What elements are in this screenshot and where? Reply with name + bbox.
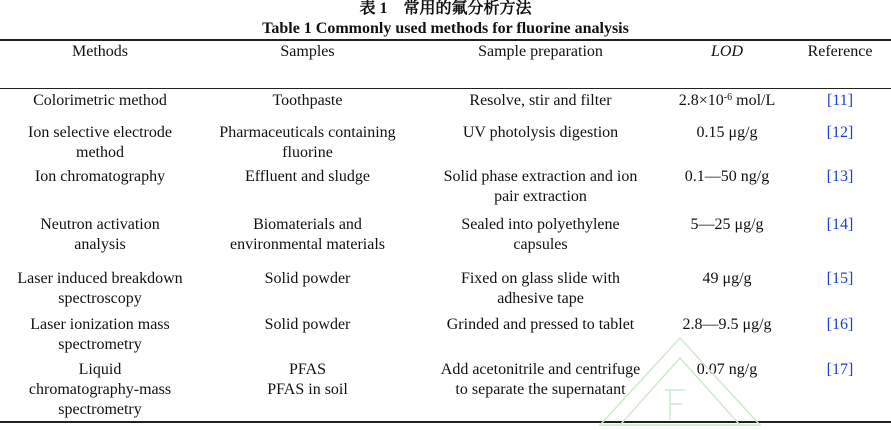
sample-line: Toothpaste: [272, 92, 343, 109]
sample-line: Solid powder: [264, 316, 351, 333]
sample-line: fluorine: [282, 144, 333, 161]
prep-line: Add acetonitrile and centrifuge: [440, 361, 641, 378]
table-row-4-method: [0, 215, 200, 255]
reference-link-15[interactable]: [15]: [826, 270, 854, 287]
reference-link-17[interactable]: [17]: [826, 361, 854, 378]
method-line: spectroscopy: [58, 290, 142, 307]
method-line: Ion chromatography: [34, 168, 166, 185]
reference-link-14[interactable]: [14]: [826, 216, 854, 233]
method-line: analysis: [74, 236, 126, 253]
table-row-7-lod: 0.07 ng/g: [696, 361, 758, 378]
method-line: Colorimetric method: [33, 92, 167, 109]
table-row-1-lod: [668, 91, 786, 111]
table-row-7-method: [0, 360, 200, 420]
table-row-1-method: [0, 91, 200, 111]
method-line: spectrometry: [58, 401, 142, 418]
table-caption-english: Table 1 Commonly used methods for fluorine analysis: [262, 20, 629, 37]
table-row-5-method: [0, 269, 200, 309]
table-row-2-prep: [418, 123, 663, 143]
table-row-5-prep: [418, 269, 663, 309]
prep-line: Resolve, stir and filter: [469, 92, 612, 109]
prep-line: UV photolysis digestion: [462, 124, 619, 141]
table-row-3-prep: [418, 167, 663, 207]
method-line: method: [76, 144, 124, 161]
method-line: Liquid: [78, 361, 122, 378]
method-line: chromatography-mass: [28, 381, 172, 398]
table-row-1-prep: [418, 91, 663, 111]
lod-base: 2.8×10: [678, 92, 724, 109]
table-row-2-sample: [210, 123, 405, 163]
table-row-3-lod: 0.1—50 ng/g: [684, 168, 770, 185]
table-row-3-method: [0, 167, 200, 187]
method-line: Laser ionization mass: [30, 316, 170, 333]
table-row-4-prep: [418, 215, 663, 255]
prep-line: to separate the supernatant: [455, 381, 626, 398]
sample-line: environmental materials: [229, 236, 386, 253]
prep-line: pair extraction: [494, 188, 587, 205]
table-row-6-method: [0, 315, 200, 355]
table-row-4-sample: [210, 215, 405, 255]
sample-line: Effluent and sludge: [244, 168, 370, 185]
table-row-6-lod: 2.8—9.5 μg/g: [682, 316, 772, 333]
method-line: spectrometry: [58, 336, 142, 353]
reference-link-16[interactable]: [16]: [826, 316, 854, 333]
sample-line: Biomaterials and: [253, 216, 362, 233]
table-row-5-lod: 49 μg/g: [702, 270, 752, 287]
header-reference: Reference: [807, 43, 873, 60]
lod-exponent: -6: [723, 92, 733, 103]
table-row-6-prep: [418, 315, 663, 335]
table-row-5-sample: [210, 269, 405, 289]
header-rule: [0, 88, 891, 89]
table-row-2-lod: 0.15 μg/g: [696, 124, 758, 141]
sample-line: PFAS: [288, 361, 327, 378]
table-row-7-sample: [210, 360, 405, 400]
prep-line: adhesive tape: [497, 290, 584, 307]
header-lod: LOD: [710, 43, 743, 60]
table-caption-chinese: 表 1 常用的氟分析方法: [359, 0, 532, 17]
table-row-7-prep: [418, 360, 663, 400]
method-line: Laser induced breakdown: [17, 270, 183, 287]
sample-line: PFAS in soil: [267, 381, 348, 398]
header-samples: Samples: [280, 43, 335, 60]
table-row-4-lod: 5—25 μg/g: [690, 216, 764, 233]
table-row-2-method: [0, 123, 200, 163]
method-line: Neutron activation: [40, 216, 160, 233]
reference-link-11[interactable]: [11]: [826, 92, 854, 109]
header-methods: Methods: [72, 43, 128, 60]
table-row-6-sample: [210, 315, 405, 335]
sample-line: Pharmaceuticals containing: [219, 124, 396, 141]
method-line: Ion selective electrode: [28, 124, 172, 141]
prep-line: Sealed into polyethylene: [461, 216, 620, 233]
reference-link-12[interactable]: [12]: [826, 124, 854, 141]
prep-line: capsules: [513, 236, 568, 253]
prep-line: Fixed on glass slide with: [460, 270, 621, 287]
table-top-rule: [0, 39, 891, 41]
lod-unit: mol/L: [732, 92, 776, 109]
table-row-3-sample: [210, 167, 405, 187]
prep-line: Grinded and pressed to tablet: [446, 316, 635, 333]
sample-line: Solid powder: [264, 270, 351, 287]
prep-line: Solid phase extraction and ion: [443, 168, 638, 185]
reference-link-13[interactable]: [13]: [826, 168, 854, 185]
table-row-1-sample: [210, 91, 405, 111]
header-sample-preparation: Sample preparation: [478, 43, 603, 60]
